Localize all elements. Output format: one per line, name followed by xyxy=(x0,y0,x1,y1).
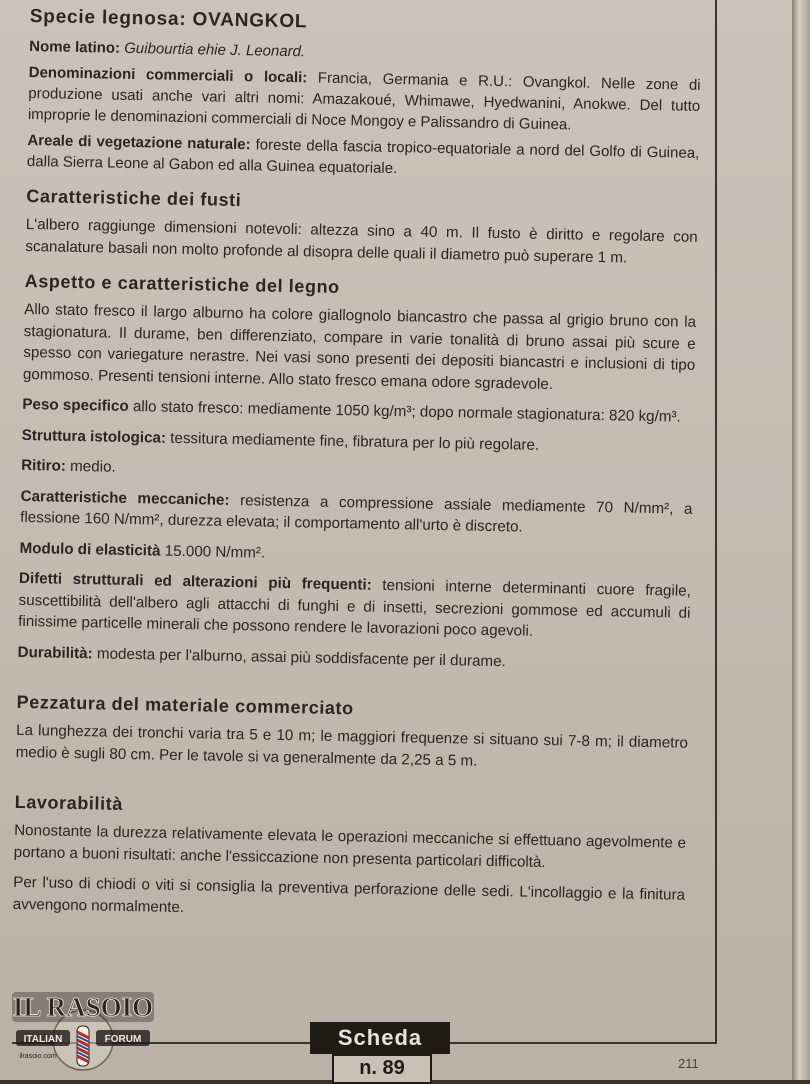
shrinkage-label: Ritiro: xyxy=(21,456,67,475)
commercial-sizes-text: La lunghezza dei tronchi varia tra 5 e 10 m; le maggiori frequenze si situano sui 7-8 m; il diametro medio è sugli 80 cm. Per le tavole si va generalmente da 2,25 a 5 m. xyxy=(15,721,689,770)
watermark-site: ilrasoio.com xyxy=(19,1053,57,1060)
latin-name-value: Guibourtia ehie J. Leonard. xyxy=(124,39,306,61)
watermark-brand: IL RASOIO xyxy=(12,992,154,1022)
watermark-forum: FORUM xyxy=(104,1034,142,1045)
page-number: 211 xyxy=(678,1056,699,1071)
natural-range-label: Areale di vegetazione naturale: xyxy=(27,131,251,154)
histology-value: tessitura mediamente fine, fibratura per lo più regolare. xyxy=(170,429,540,454)
durability-field xyxy=(17,641,689,675)
defects-field xyxy=(18,568,691,645)
scheda-label: Scheda xyxy=(310,1022,450,1054)
watermark-italian: ITALIAN xyxy=(23,1034,63,1045)
elasticity-value: 15.000 N/mm². xyxy=(164,542,266,562)
mechanical-value: resistenza a compressione assiale mediamente 70 N/mm², a flessione 160 N/mm², durezza elevata; il comportamento all'urto è discreto. xyxy=(20,491,693,536)
defects-value: tensioni interne determinanti cuore fragile, suscettibilità dell'albero agli attacchi di funghi e di insetti, secrezioni gommose ed accumuli di finissime particelle minerali che possono rendere le lavorazioni poco agevoli. xyxy=(18,576,692,640)
specific-weight-label: Peso specifico xyxy=(22,395,129,415)
histology-label: Struttura istologica: xyxy=(21,426,167,447)
shrinkage-field xyxy=(21,455,693,489)
durability-label: Durabilità: xyxy=(17,643,93,662)
mechanical-field xyxy=(20,485,693,541)
commercial-names-label: Denominazioni commerciali o locali: xyxy=(28,63,308,87)
elasticity-field xyxy=(19,537,691,571)
elasticity-label: Modulo di elasticità xyxy=(19,539,161,560)
il-rasoio-watermark-logo xyxy=(8,982,158,1074)
scheda-number: n. 89 xyxy=(332,1054,432,1084)
trunk-characteristics-text: L'albero raggiunge dimensioni notevoli: altezza sino a 40 m. Il fusto è diritto e regolare con scanalature basali non molto profonde al disopra delle quali il diametro può superare 1 m. xyxy=(25,215,698,267)
heading-wood-characteristics: Aspetto e caratteristiche del legno xyxy=(24,270,340,297)
defects-label: Difetti strutturali ed alterazioni più frequenti: xyxy=(18,569,372,594)
book-binding-edge xyxy=(792,0,810,1080)
workability-text: Nonostante la durezza relativamente elevata le operazioni meccaniche si effettuano agevolmente e portano a buoni risultati: anche l'essiccazione non presenta particolari difficoltà. xyxy=(13,821,687,871)
species-card xyxy=(12,6,701,937)
mechanical-label: Caratteristiche meccaniche: xyxy=(20,487,230,509)
species-title-value: OVANGKOL xyxy=(192,9,308,33)
scheda-tab xyxy=(310,1022,450,1080)
durability-value: modesta per l'alburno, assai più soddisfacente per il durame. xyxy=(96,644,506,670)
specific-weight-field xyxy=(22,394,694,428)
specific-weight-value: allo stato fresco: mediamente 1050 kg/m³; dopo normale stagionatura: 820 kg/m³. xyxy=(132,398,681,426)
shrinkage-value: medio. xyxy=(69,457,116,476)
natural-range-value: foreste della fascia tropico-equatoriale a nord del Golfo di Guinea, dalla Sierra Leone al Gabon ed alla Guinea equatoriale. xyxy=(26,136,700,178)
commercial-names-value: Francia, Germania e R.U.: Ovangkol. Nelle zone di produzione usati anche vari altri nomi: Amazakoué, Whimawe, Hyedwanini, Anokwe. Del tutto improprie le denominazioni commerciali di Noce Mongoy e Palissandro di Guinea. xyxy=(27,69,701,134)
natural-range-field xyxy=(27,130,700,185)
heading-trunk-characteristics: Caratteristiche dei fusti xyxy=(26,185,242,211)
histology-field xyxy=(22,424,694,458)
commercial-names-field xyxy=(28,62,701,138)
latin-name-label: Nome latino: xyxy=(29,37,121,57)
wood-characteristics-text: Allo stato fresco il largo alburno ha colore giallognolo biancastro che passa al grigio bruno con la stagionatura. Il durame, ben differenziato, compare in varie tonalità di bruno assai più scure e spesso con variegature nerastre. Nei vasi sono presenti dei depositi biancastri e inclusioni di tipo gommoso. Presenti tensioni interne. Allo stato fresco emana odore sgradevole. xyxy=(22,300,697,393)
heading-workability: Lavorabilità xyxy=(14,791,124,814)
heading-commercial-sizes: Pezzatura del materiale commerciato xyxy=(16,691,354,719)
species-title-label: Specie legnosa: xyxy=(29,6,187,31)
workability-text-2: Per l'uso di chiodi o viti si consiglia la preventiva perforazione delle sedi. L'incollaggio e la finitura avvengono normalmente. xyxy=(12,873,686,916)
